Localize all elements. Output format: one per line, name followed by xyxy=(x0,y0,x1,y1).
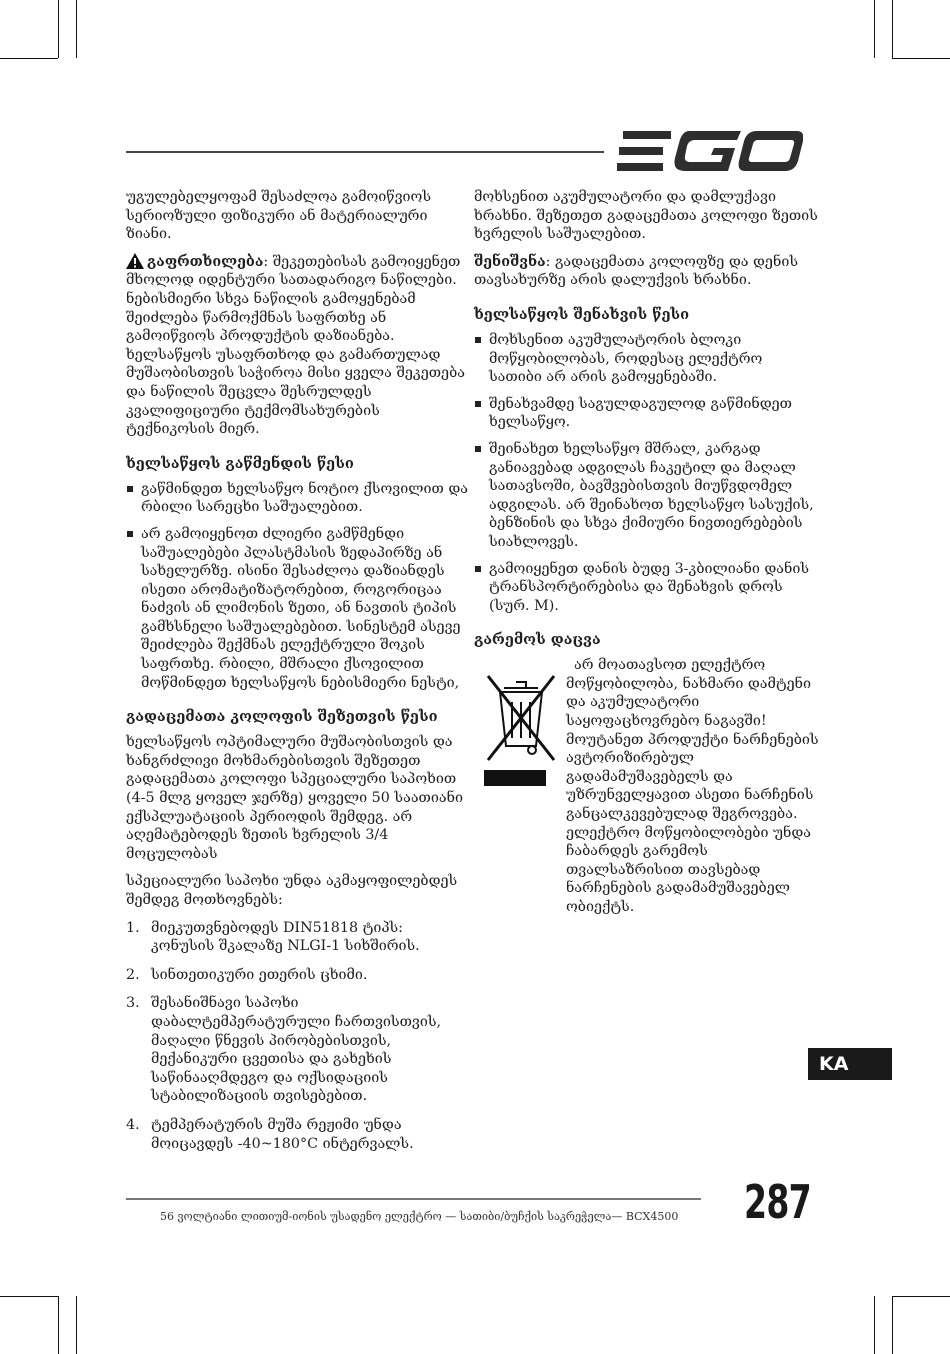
list-item: 3. შესანიშნავი საპოხი დაბალტემპერატურული ჩართვისთვის, მაღალი წნევის პირობებისთვის, მექანიკური ცვეთისა და გახეხის საწინააღმდეგო და ოქსიდაციის სტაბილიზაციის თვისებებით. xyxy=(126,995,442,1105)
environment-heading: გარემოს დაცვა xyxy=(474,631,601,649)
header-rule xyxy=(126,151,604,153)
bullet-icon xyxy=(475,566,481,572)
crop-mark xyxy=(892,1296,950,1297)
grease-requirements: სპეციალური საპოხი უნდა აკმაყოფილებდეს შემდეგ მოთხოვნებს: xyxy=(126,873,458,908)
grease-list xyxy=(126,919,468,1154)
cleaning-list xyxy=(126,480,468,693)
warning-label: გაფრთხილება xyxy=(147,253,264,270)
crop-mark xyxy=(58,0,59,58)
bullet-icon xyxy=(127,486,133,492)
left-column xyxy=(126,188,468,1163)
crop-mark xyxy=(892,0,893,58)
crop-mark xyxy=(76,1296,77,1354)
crop-mark xyxy=(58,1296,59,1354)
footer-rule xyxy=(126,1198,701,1200)
list-item: 4. ტემპერატურის მუშა რეჟიმი უნდა მოიცავდეს -40~180°C ინტერვალს. xyxy=(126,1116,414,1152)
note-label: შენიშვნა xyxy=(474,253,546,270)
intro-paragraph: უგულებელყოფამ შესაძლოა გამოიწვიოს სერიოზული ფიზიკური ან მატერიალური ზიანი. xyxy=(126,189,432,243)
crop-mark xyxy=(0,1296,58,1297)
note-paragraph xyxy=(474,253,819,290)
list-item: გამოიყენეთ დანის ბუდე 3-კბილიანი დანის ტრანსპორტირებისა და შენახვის დროს (სურ. M). xyxy=(474,560,819,616)
crop-mark xyxy=(76,0,77,58)
list-item: შეინახეთ ხელსაწყო მშრალ, კარგად განიავებად ადგილას ჩაკეტილ და მაღალ სათავსოში, ბავშვებისთვის მიუწვდომელ ადგილას. არ შეინახოთ ხელსაწყო სასუქის, ბენზინის და სხვა ქიმიური ნივთიერებების სიახლოვეს. xyxy=(474,440,819,552)
storage-list xyxy=(474,331,819,615)
cleaning-heading: ხელსაწყოს გაწმენდის წესი xyxy=(126,454,354,472)
list-item: 2. სინთეთიკური ეთერის ცხიმი. xyxy=(126,966,368,983)
list-item: 1. მიეკუთვნებოდეს DIN51818 ტიპს: კონუსის შკალაზე NLGI-1 სიხშირის. xyxy=(126,919,420,955)
list-item: გაწმინდეთ ხელსაწყო ნოტიო ქსოვილით და რბილი სარეცხი საშუალებით. xyxy=(126,480,468,517)
bullet-icon xyxy=(475,401,481,407)
crop-mark xyxy=(0,58,58,59)
crop-mark xyxy=(892,1296,893,1354)
crop-mark xyxy=(874,1296,875,1354)
right-column xyxy=(474,188,819,917)
warning-paragraph xyxy=(126,253,468,439)
bullet-icon xyxy=(127,531,133,537)
ego-logo xyxy=(617,129,803,173)
bullet-icon xyxy=(475,337,481,343)
environment-text: არ მოათავსოთ ელექტრო მოწყობილობა, ნახმარი დამტენი და აკუმულატორი საყოფაცხოვრებო ნაგავში! მოუტანეთ პროდუქტი ნარჩენების ავტორიზირებულ გადამამუშავებელს და უზრუნველყავით ასეთი ნარჩენის განცალკევებულად შეგროვება. ელექტრო მოწყობილობები უნდა ჩაბარდეს გარემოს თვალსაზრისით თავსებად ნარჩენების გადამამუშავებელ ობიექტს. xyxy=(566,657,819,915)
list-item: არ გამოიყენოთ ძლიერი გამწმენდი საშუალებები პლასტმასის ზედაპირზე ან სახელურზე. ისინი შესაძლოა დაზიანდეს ისეთი არომატიზატორებით, როგორიცაა ნაძვის ან ლიმონის ზეთი, ან ნავთის ტიპის გამხსნელი საშუალებებით. სინესტემ ასევე შეიძლება შექმნას ელექტრული შოკის საფრთხე. რბილი, მშრალი ქსოვილით მოწმინდეთ ხელსაწყოს ნებისმიერი ნესტი, xyxy=(126,525,468,692)
warning-text: : შეკეთებისას გამოიყენეთ მხოლოდ იდენტური სათადარიგო ნაწილები. ნებისმიერი სხვა ნაწილის გამოყენებამ შეიძლება წარმოქმნას საფრთხე ან გამოიწვიოს პროდუქტის დაზიანება. ხელსაწყოს უსაფრთხოდ და გამართულად მუშაობისთვის საჭიროა მისი ყველა შეკეთება და ნაწილის შეცვლა შესრულდეს კვალიფიციური ტექმომსახურების ტექნიკოსის მიერ. xyxy=(126,253,465,438)
language-tab: KA xyxy=(808,1048,892,1080)
gear-heading: გადაცემათა კოლოფის შეზეთვის წესი xyxy=(126,708,438,726)
crop-mark xyxy=(874,0,875,58)
list-item: მოხსენით აკუმულატორის ბლოკი მოწყობილობას, როდესაც ელექტრო სათიბი არ არის გამოყენებაში. xyxy=(474,331,819,387)
list-item: შენახვამდე საგულდაგულოდ გაწმინდეთ ხელსაწყო. xyxy=(474,395,819,432)
note-text: : გადაცემათა კოლოფზე და დენის თავსახურზე არის დალუქვის ხრახნი. xyxy=(474,253,798,289)
footer-text: 56 ვოლტიანი ლითიუმ-იონის უსადენო ელექტრო — სათიბი/ბუჩქის საკრეჭელა— BCX4500 xyxy=(160,1210,679,1223)
environment-section xyxy=(474,656,819,916)
warning-triangle-icon xyxy=(126,253,144,269)
crop-mark xyxy=(892,58,950,59)
page-number: 287 xyxy=(744,1175,811,1229)
gear-paragraph: ხელსაწყოს ოპტიმალური მუშაობისთვის და ხანგრძლივი მოხმარებისთვის შეზეთეთ გადაცემათა კოლოფი სპეციალური საპოხით (4-5 მლგ ყოველ ჯერზე) ყოველი 50 საათიანი ექსპლუატაციის პერიოდის შემდეგ. არ აღემატებოდეს ზეთის ხვრელის 3/4 მოცულობას xyxy=(126,734,463,862)
bullet-icon xyxy=(475,446,481,452)
continuation-paragraph: მოხსენით აკუმულატორი და დამლუქავი ხრახნი. შეზეთეთ გადაცემათა კოლოფი ზეთის ხვრელის საშუალებით. xyxy=(474,189,818,243)
storage-heading: ხელსაწყოს შენახვის წესი xyxy=(474,305,690,323)
crossed-bin-icon xyxy=(474,662,564,792)
